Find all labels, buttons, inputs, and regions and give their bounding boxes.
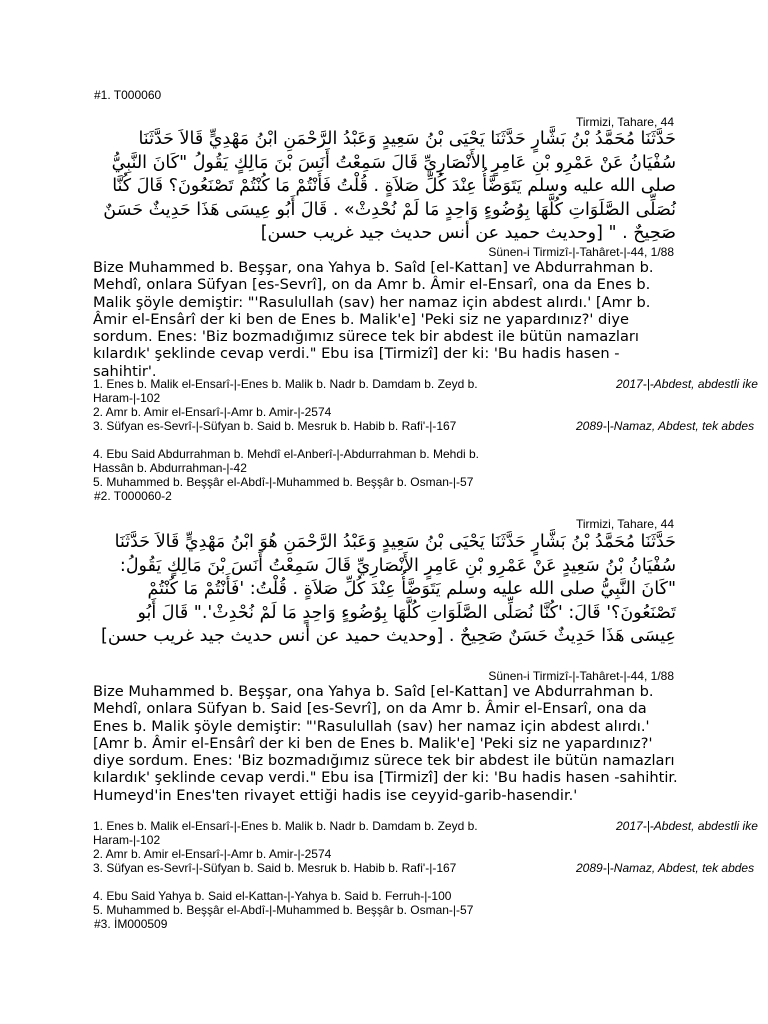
narrator-line: 5. Muhammed b. Beşşâr el-Abdî-|-Muhammed b. Beşşâr b. Osman-|-57: [93, 903, 474, 917]
narrator-line: 4. Ebu Said Abdurrahman b. Mehdî el-Anberî-|-Abdurrahman b. Mehdi b.: [93, 447, 479, 461]
arabic-text: حَدَّثَنَا مُحَمَّدُ بْنُ بَشَّارٍ حَدَّثَنَا يَحْيَى بْنُ سَعِيدٍ وَعَبْدُ الرَّحْمَنِ ابْنُ مَهْدِيٍّ قَالاَ حَدَّثَنَا سُفْيَانُ عَنْ عَمْرِو بْنِ عَامِرٍ الأَنْصَارِيِّ قَالَ سَمِعْتُ أَنَسَ بْنَ مَالِكٍ يَقُولُ "كَانَ النَّبِيُّ صلى الله عليه وسلم يَتَوَضَّأُ عِنْدَ كُلِّ صَلاَةٍ . قُلْتُ فَأَنْتُمْ مَا كُنْتُمْ تَصْنَعُونَ؟ قَالَ كُنَّا نُصَلِّى الصَّلَوَاتِ كُلَّهَا بِوُضُوءٍ وَاحِدٍ مَا لَمْ نُحْدِثْ» . قَالَ أَبُو عِيسَى هَذَا حَدِيثٌ حَسَنٌ صَحِيحٌ . " [وحديث حميد عن أنس حديث جيد غريب حسن]: [103, 129, 676, 243]
narrator-line: 5. Muhammed b. Beşşâr el-Abdî-|-Muhammed b. Beşşâr b. Osman-|-57: [93, 475, 474, 489]
narrator-line: 2. Amr b. Amir el-Ensarî-|-Amr b. Amir-|-2574: [93, 847, 332, 861]
subject-tag: 2017-|-Abdest, abdestli ike: [616, 819, 758, 833]
record-id: #3. İM000509: [94, 917, 168, 931]
narrator-line: 3. Süfyan es-Sevrî-|-Süfyan b. Said b. Mesruk b. Habib b. Rafi'-|-167: [93, 861, 457, 875]
record-source: Tirmizi, Tahare, 44: [575, 517, 674, 531]
turkish-translation: Bize Muhammed b. Beşşar, ona Yahya b. Saîd [el-Kattan] ve Abdurrahman b. Mehdî, onlara Süfyan [es-Sevrî], on da Amr b. Âmir el-Ensarî, ona da Enes b. Malik şöyle demiştir: "'Rasulullah (sav) her namaz için abdest alırdı.' [Amr b. Âmir el-Ensârî der ki ben de Enes b. Malik'e] 'Peki siz ne yapardınız?' diye sordum. Enes: 'Biz bozmadığımız sürece tek bir abdest ile bütün namazları kılardık' şeklinde cevap verdi." Ebu isa [Tirmizî] der ki: 'Bu hadis hasen -sahihtir'.: [93, 259, 654, 380]
subject-tag: 2089-|-Namaz, Abdest, tek abdes: [576, 419, 755, 433]
narrator-line: 2. Amr b. Amir el-Ensarî-|-Amr b. Amir-|-2574: [93, 405, 332, 419]
narrator-line: 1. Enes b. Malik el-Ensarî-|-Enes b. Malik b. Nadr b. Damdam b. Zeyd b.: [93, 819, 478, 833]
narrator-line: Haram-|-102: [93, 391, 161, 405]
subject-tag: 2089-|-Namaz, Abdest, tek abdes: [576, 861, 755, 875]
book-reference: Sünen-i Tirmizî-|-Tahâret-|-44, 1/88: [488, 245, 674, 259]
subject-tag: 2017-|-Abdest, abdestli ike: [616, 377, 758, 391]
turkish-translation: Bize Muhammed b. Beşşar, ona Yahya b. Saîd [el-Kattan] ve Abdurrahman b. Mehdî, onlara Süfyan b. Said [es-Sevrî], on da Amr b. Âmir el-Ensarî, ona da Enes b. Malik şöyle demiştir: "'Rasulullah (sav) her namaz için abdest alırdı.' [Amr b. Âmir el-Ensârî der ki ben de Enes b. Malik'e] 'Peki siz ne yapardınız?' diye sordum. Enes: 'Biz bozmadığımız sürece tek bir abdest ile bütün namazları kılardık' şeklinde cevap verdi." Ebu isa [Tirmizî] der ki: 'Bu hadis hasen -sahihtir. Humeyd'in Enes'ten rivayet ettiği hadis ise ceyyid-garib-hasendir.': [93, 683, 678, 804]
narrator-line: Hassân b. Abdurrahman-|-42: [93, 461, 247, 475]
narrator-line: 3. Süfyan es-Sevrî-|-Süfyan b. Said b. Mesruk b. Habib b. Rafi'-|-167: [93, 419, 457, 433]
record-id: #1. T000060: [94, 88, 162, 102]
narrator-line: Haram-|-102: [93, 833, 161, 847]
book-reference: Sünen-i Tirmizî-|-Tahâret-|-44, 1/88: [488, 669, 674, 683]
record-id: #2. T000060-2: [94, 489, 172, 503]
arabic-text: حَدَّثَنَا مُحَمَّدُ بْنُ بَشَّارٍ حَدَّثَنَا يَحْيَى بْنُ سَعِيدٍ وَعَبْدُ الرَّحْمَنِ هُوَ ابْنُ مَهْدِيٍّ قَالاَ حَدَّثَنَا سُفْيَانُ بْنُ سَعِيدٍ عَنْ عَمْرِو بْنِ عَامِرٍ الأَنْصَارِيِّ قَالَ سَمِعْتُ أَنَسَ بْنَ مَالِكٍ يَقُولُ: "كَانَ النَّبِيُّ صلى الله عليه وسلم يَتَوَضَّأُ عِنْدَ كُلِّ صَلاَةٍ . قُلْتُ: 'فَأَنْتُمْ مَا كُنْتُمْ تَصْنَعُونَ؟' قَالَ: 'كُنَّا نُصَلِّى الصَّلَوَاتِ كُلَّهَا بِوُضُوءٍ وَاحِدٍ مَا لَمْ نُحْدِثْ'." قَالَ أَبُو عِيسَى هَذَا حَدِيثٌ حَسَنٌ صَحِيحٌ . [وحديث حميد عن أنس حديث جيد غريب حسن]: [101, 532, 676, 646]
narrator-line: 1. Enes b. Malik el-Ensarî-|-Enes b. Malik b. Nadr b. Damdam b. Zeyd b.: [93, 377, 478, 391]
narrator-line: 4. Ebu Said Yahya b. Said el-Kattan-|-Yahya b. Said b. Ferruh-|-100: [93, 889, 452, 903]
record-source: Tirmizi, Tahare, 44: [575, 115, 674, 129]
